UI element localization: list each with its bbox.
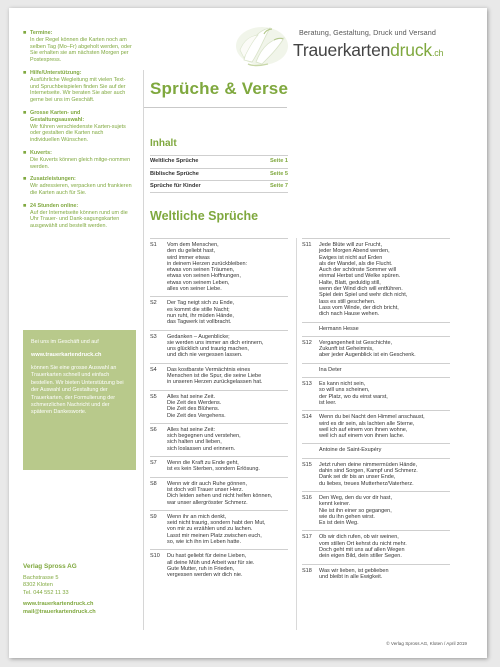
verse-item <box>302 564 450 585</box>
verse-author: Ina Deter <box>319 366 342 373</box>
verse-text: Ob wir dich rufen, ob wir weinen, vom stillen Ort kehrst du nicht mehr. Doch geht mit uns auf allen Wegen dein eigen Bild, dein stiller Segen. <box>319 534 407 560</box>
verse-item <box>150 296 288 329</box>
verse-number: S8 <box>150 480 157 487</box>
toc-row[interactable] <box>150 155 288 168</box>
bullet-icon: ■ <box>23 176 27 183</box>
verse-text: Wenn wir dir auch Ruhe gönnen, ist doch voll Trauer unser Herz. Dich leiden sehen und nicht helfen können, war unser allergrösster Schmerz. <box>167 480 273 506</box>
verse-text: Gedanken – Augenblicke; sie werden uns immer an dich erinnern, uns glücklich und traurig machen, und dich nie vergessen lassen. <box>167 333 264 359</box>
feature-title: Termine: <box>30 30 53 36</box>
bullet-icon: ■ <box>23 149 27 156</box>
feature-body <box>30 203 133 230</box>
verse-number: S7 <box>150 460 157 467</box>
verse-item <box>302 336 450 363</box>
verse-author-row <box>302 322 450 336</box>
verse-number: S12 <box>302 339 312 346</box>
verse-item <box>302 410 450 443</box>
info-box-intro: Bei uns im Geschäft und auf <box>31 339 99 345</box>
verse-text: Der Tag neigt sich zu Ende, es kommt die stille Nacht; nun ruht, ihr müden Hände, das Tagwerk ist vollbracht. <box>167 300 235 326</box>
feature-body <box>30 110 133 144</box>
verse-number: S6 <box>150 426 157 433</box>
verse-text: Jede Blüte will zur Frucht, jeder Morgen Abend werden, Ewiges ist nicht auf Erden als der Wandel, als die Flucht. Auch der schönste Sommer will einmal Herbst und Welke spüren. Halte, Blatt, geduldig still, wenn der Wind dich will entführen. Spiel dein Spiel und wehr dich nicht, lass es still geschehen. Lass vom Winde, der dich bricht, dich nach Hause wehen. <box>319 242 408 318</box>
column-divider <box>296 238 297 630</box>
feature-title: 24 Stunden online: <box>30 202 79 209</box>
feature-title: Kuverts: <box>30 149 52 156</box>
verse-item <box>302 491 450 530</box>
copyright-note: © Verlag Spross AG, Kloten / April 2019 <box>386 641 467 646</box>
verse-text: Jetzt ruhen deine nimmermüden Hände, dahin sind Sorgen, Kampf und Schmerz. Dank sei dir bis an unser Ende, du liebes, treues Mutterherz/Vaterherz. <box>319 461 418 487</box>
feature-title: Zusatzleistungen: <box>30 176 76 183</box>
brand-logo-text <box>293 40 443 61</box>
feature-item <box>23 176 133 196</box>
table-of-contents <box>150 155 288 193</box>
feature-item <box>23 110 133 144</box>
verse-item <box>150 390 288 423</box>
verse-text: Vergangenheit ist Geschichte, Zukunft ist Geheimnis, aber jeder Augenblick ist ein Geschenk. <box>319 339 416 359</box>
verse-text: Alles hat seine Zeit. Die Zeit des Werdens. Die Zeit des Blühens. Die Zeit des Vergehens. <box>167 393 226 419</box>
feature-text: Ausführliche Wegleitung mit vielen Text- und Spruchbeispielen finden Sie auf der Internetseite. Wir beraten Sie aber auch gerne bei uns im Geschäft. <box>30 76 126 104</box>
verse-text: Wenn du bei Nacht den Himmel anschaust, wird es dir sein, als lachten alle Sterne, weil ich auf einem von ihnen wohne, weil ich auf einem von ihnen lache. <box>319 414 425 440</box>
feature-body <box>30 30 133 64</box>
verse-author-row <box>302 443 450 457</box>
verse-author: Antoine de Saint-Exupéry <box>319 447 382 454</box>
feature-list <box>23 30 133 236</box>
verse-item <box>150 477 288 510</box>
verse-text: Wenn ihr an mich denkt, seid nicht traurig, sondern habt den Mut, von mir zu erzählen und zu lachen. Lasst mir meinen Platz zwischen euch, so, wie ich ihn im Leben hatte. <box>167 513 266 545</box>
verse-author: Hermann Hesse <box>319 325 359 332</box>
toc-label: Sprüche für Kinder <box>150 183 201 189</box>
website-link[interactable]: www.trauerkartendruck.ch <box>23 601 94 608</box>
verse-item <box>302 238 450 322</box>
section-heading: Weltliche Sprüche <box>150 209 259 223</box>
brand-main: Trauerkarten <box>293 40 391 60</box>
verse-number: S16 <box>302 494 312 501</box>
verse-text: Wenn die Kraft zu Ende geht, ist es kein Sterben, sondern Erlösung. <box>167 460 260 473</box>
verse-text: Alles hat seine Zeit: sich begegnen und verstehen, sich halten und lieben, sich loslassen und erinnern. <box>167 426 241 452</box>
verse-number: S18 <box>302 567 312 574</box>
toc-row[interactable] <box>150 168 288 181</box>
feature-text: Die Kuverts können gleich mitge-nommen werden. <box>30 156 131 170</box>
toc-page: Seite 1 <box>269 158 288 164</box>
verse-column-left <box>150 238 288 582</box>
feature-body <box>30 70 133 104</box>
verse-column-right <box>302 238 450 584</box>
address-street: Bachstrasse 5 <box>23 575 59 581</box>
brand-accent: druck <box>390 40 432 60</box>
toc-label: Weltliche Sprüche <box>150 158 199 164</box>
verse-number: S11 <box>302 242 312 248</box>
toc-label: Biblische Sprüche <box>150 170 199 177</box>
verse-number: S14 <box>302 414 312 421</box>
page-title: Sprüche & Verse <box>150 79 289 98</box>
document-page <box>9 8 487 658</box>
toc-page: Seite 7 <box>269 183 288 189</box>
sidebar <box>9 8 140 658</box>
toc-row[interactable] <box>150 180 288 193</box>
header-tagline: Beratung, Gestaltung, Druck und Versand <box>299 28 436 37</box>
info-box-url[interactable]: www.trauerkartendruck.ch <box>31 352 102 358</box>
calla-lily-flower-icon <box>234 20 290 68</box>
feature-title: Hilfe/Unterstützung: <box>30 69 82 76</box>
sidebar-divider <box>143 70 144 630</box>
feature-text: Wir adressieren, verpacken und frankieren die Karten auch für Sie. <box>30 183 132 196</box>
bullet-icon: ■ <box>23 69 27 76</box>
verse-text: Du hast geliebt für deine Lieben, all deine Müh und Arbeit war für sie. Gute Mutter, ruh in Frieden, vergessen werden wir dich nie. <box>167 553 255 579</box>
feature-body <box>30 176 133 196</box>
verse-text: Vom dem Menschen, den du geliebt hast, wird immer etwas in deinem Herzen zurückbleiben: etwas von seinen Träumen, etwas von seinen Hoffnungen, etwas von seinem Leben, alles von seiner Liebe. <box>167 242 248 293</box>
verse-number: S5 <box>150 393 157 400</box>
bullet-icon: ■ <box>23 109 27 116</box>
verse-item <box>150 456 288 477</box>
info-box <box>23 330 136 470</box>
feature-item <box>23 70 133 104</box>
verse-item <box>150 363 288 390</box>
address-city: 8302 Kloten <box>23 582 53 589</box>
verse-text: Den Weg, den du vor dir hast, kennt keiner. Nie ist ihn einer so gegangen, wie du ihn gehen wirst. Es ist dein Weg. <box>319 494 392 527</box>
company-name: Verlag Spross AG <box>23 563 77 570</box>
verse-author-row <box>302 363 450 377</box>
bullet-icon: ■ <box>23 202 27 209</box>
verse-number: S2 <box>150 300 157 307</box>
title-rule <box>144 107 287 108</box>
verse-number: S4 <box>150 366 157 373</box>
feature-text: Auf der Internetseite können rund um die Uhr Trauer- und Dank-sagungskarten ausgewählt und bestellt werden. <box>30 209 128 230</box>
feature-item <box>23 203 133 230</box>
feature-text: In der Regel können die Karten noch am selben Tag (Mo–Fr) abgeholt werden, oder Sie erhalten sie am nächsten Morgen per Postexpress. <box>30 36 132 64</box>
verse-item <box>150 510 288 549</box>
toc-page: Seite 5 <box>269 170 288 177</box>
brand-tld: .ch <box>431 48 444 58</box>
feature-item <box>23 30 133 64</box>
verse-number: S3 <box>150 333 157 340</box>
verse-number: S15 <box>302 461 312 468</box>
bullet-icon: ■ <box>23 30 27 36</box>
info-box-text: können Sie eine grosse Auswahl an Trauerkarten schnell und einfach bestellen. Wir bieten Unterstützung bei der Auswahl und Gestaltung der Trauerkarten, der Formulierung der schmerzlichen Nachricht und der späteren Dankesworte. <box>31 365 124 416</box>
contact-block <box>23 562 138 616</box>
phone-number: Tel. 044 552 11 33 <box>23 589 69 596</box>
verse-number: S9 <box>150 513 157 520</box>
email-link[interactable]: mail@trauerkartendruck.ch <box>23 608 96 615</box>
verse-item <box>302 458 450 491</box>
verse-number: S13 <box>302 381 312 388</box>
verse-item <box>302 377 450 410</box>
feature-title: Grosse Karten- und Gestaltungsauswahl: <box>30 109 85 123</box>
verse-item <box>150 423 288 456</box>
verse-number: S1 <box>150 242 157 248</box>
verse-text: Das kostbarste Vermächtnis eines Menschen ist die Spur, die seine Liebe in unseren Herzen zurückgelassen hat. <box>167 366 263 386</box>
feature-text: Wir führen verschiedenste Karten-sujets oder gestalten die Karten nach individuellen Wünschen. <box>30 123 126 144</box>
verse-item <box>150 549 288 582</box>
verse-item <box>150 238 288 296</box>
verse-item <box>150 330 288 363</box>
feature-body <box>30 150 133 170</box>
verse-item <box>302 530 450 563</box>
feature-item <box>23 150 133 170</box>
verse-text: Es kann nicht sein, so will uns scheinen, der Platz, wo du einst warst, ist leer. <box>319 381 388 406</box>
verse-text: Was wir lieben, ist geblieben und bleibt in alle Ewigkeit. <box>319 567 389 580</box>
verse-number: S17 <box>302 534 312 541</box>
verse-number: S10 <box>150 553 160 560</box>
toc-heading: Inhalt <box>150 138 177 149</box>
